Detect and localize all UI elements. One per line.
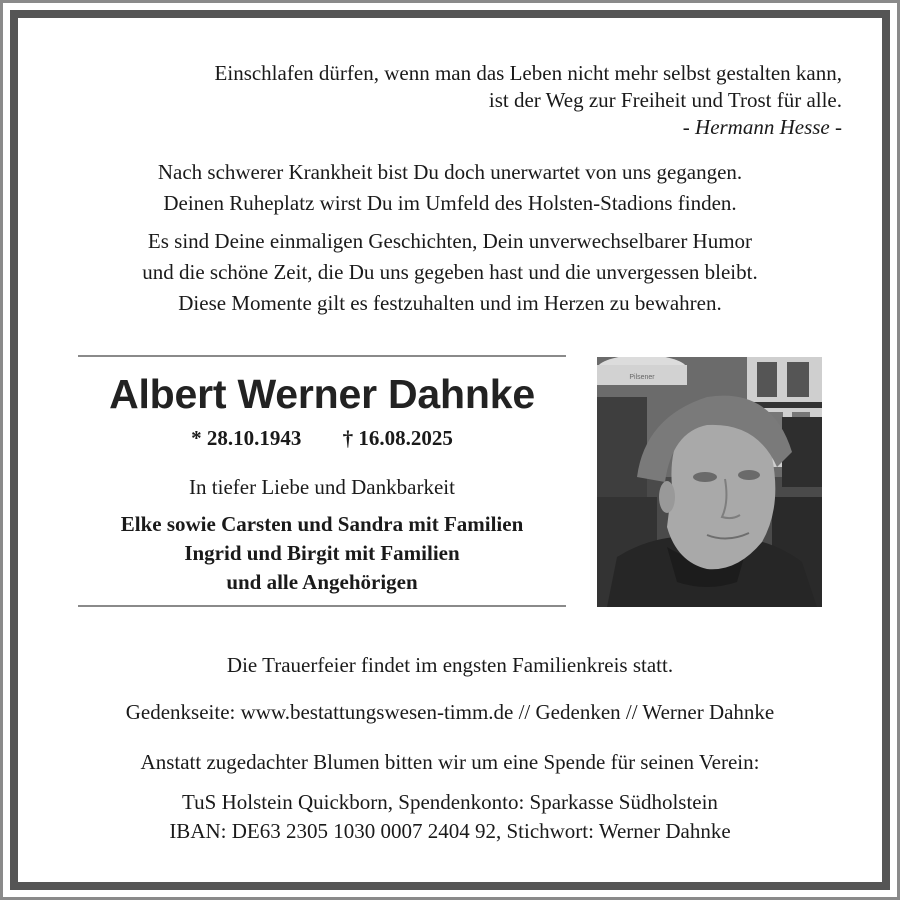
funeral-note: Die Trauerfeier findet im engsten Familienkreis statt.: [226, 653, 674, 677]
quote-author: - Hermann Hesse -: [682, 115, 842, 139]
farewell-paragraph: [0, 157, 900, 219]
memories-line-3: Diese Momente gilt es festzuhalten und im Herzen zu bewahren.: [178, 291, 722, 315]
life-dates: [78, 424, 566, 452]
memories-line-2: und die schöne Zeit, die Du uns gegeben hast und die unvergessen bleibt.: [142, 260, 758, 284]
mourners-list: [78, 510, 566, 597]
deceased-name: Albert Werner Dahnke: [109, 371, 535, 417]
portrait-photo: [597, 357, 822, 607]
donation-details: [0, 788, 900, 846]
memories-paragraph: [0, 226, 900, 319]
donation-line-1: TuS Holstein Quickborn, Spendenkonto: Sparkasse Südholstein: [182, 790, 718, 814]
portrait-illustration: [597, 357, 822, 607]
quote-line-1: Einschlafen dürfen, wenn man das Leben nicht mehr selbst gestalten kann,: [214, 61, 842, 85]
donation-line-2: IBAN: DE63 2305 1030 0007 2404 92, Stichwort: Werner Dahnke: [169, 819, 731, 843]
photo-sign-text: Pilsener: [629, 374, 655, 381]
mourners-line-3: und alle Angehörigen: [226, 570, 418, 594]
quote-block: [215, 60, 842, 141]
donation-intro: Anstatt zugedachter Blumen bitten wir um eine Spende für seinen Verein:: [140, 750, 760, 774]
farewell-line-2: Deinen Ruheplatz wirst Du im Umfeld des Holsten-Stadions finden.: [163, 191, 737, 215]
memorial-page-note: Gedenkseite: www.bestattungswesen-timm.de // Gedenken // Werner Dahnke: [125, 700, 775, 724]
divider-top: [78, 355, 566, 357]
death-date: † 16.08.2025: [342, 426, 453, 450]
divider-bottom: [78, 605, 566, 607]
quote-line-2: ist der Weg zur Freiheit und Trost für alle.: [488, 88, 842, 112]
farewell-line-1: Nach schwerer Krankheit bist Du doch unerwartet von uns gegangen.: [157, 160, 743, 184]
mourners-intro: In tiefer Liebe und Dankbarkeit: [189, 475, 455, 499]
mourners-line-1: Elke sowie Carsten und Sandra mit Familien: [120, 512, 524, 536]
memories-line-1: Es sind Deine einmaligen Geschichten, Dein unverwechselbarer Humor: [147, 229, 753, 253]
birth-date: * 28.10.1943: [191, 426, 302, 450]
mourners-line-2: Ingrid und Birgit mit Familien: [184, 541, 460, 565]
